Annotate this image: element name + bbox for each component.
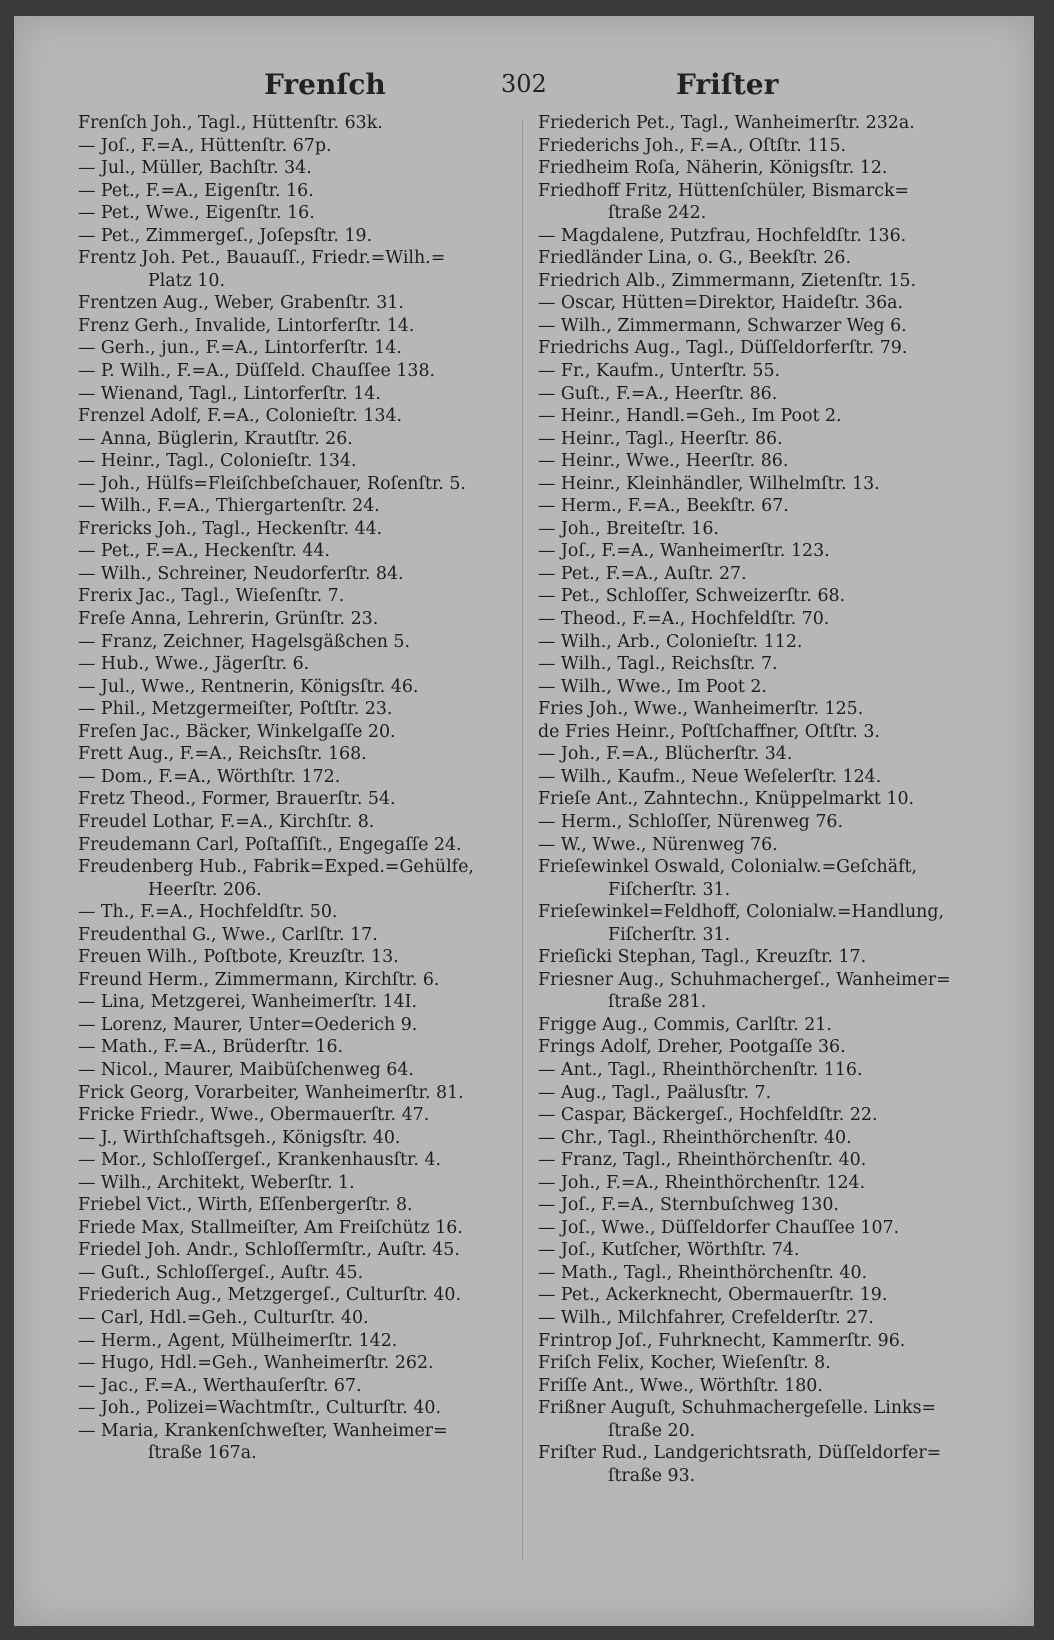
directory-entry: — Joh., F.=A., Rheinthörchenſtr. 124. [538,1172,866,1193]
directory-entry: Friebel Vict., Wirth, Eſſenbergerſtr. 8. [78,1195,413,1216]
directory-entry: — Guſt., Schloſſergeſ., Auſtr. 45. [78,1262,364,1283]
directory-entry: Freſen Jac., Bäcker, Winkelgaſſe 20. [78,721,396,742]
directory-entry: — Nicol., Maurer, Maibüſchenweg 64. [78,1059,414,1080]
directory-entry: Freudenthal G., Wwe., Carlſtr. 17. [78,924,378,945]
directory-entry: — Heinr., Handl.=Geh., Im Poot 2. [538,406,842,427]
directory-entry: Friederich Pet., Tagl., Wanheimerſtr. 232a. [538,113,915,133]
directory-entry: Frigge Aug., Commis, Carlſtr. 21. [538,1014,832,1035]
directory-entry: — Theod., F.=A., Hochfeldſtr. 70. [538,609,830,630]
directory-entry: — Herm., Agent, Mülheimerſtr. 142. [78,1330,398,1351]
directory-entry: — Mor., Schloſſergeſ., Krankenhausſtr. 4. [78,1150,442,1171]
directory-entry: Friederich Aug., Metzgergeſ., Culturſtr. 40. [78,1285,462,1306]
directory-entry: Friedhoff Fritz, Hüttenſchüler, Bismarck= [538,180,910,201]
directory-entry: — Joſ., F.=A., Sternbuſchweg 130. [538,1195,839,1216]
directory-entry: — Th., F.=A., Hochfeldſtr. 50. [78,902,338,923]
directory-entry: Frintrop Joſ., Fuhrknecht, Kammerſtr. 96. [538,1330,906,1351]
directory-entry: — Fr., Kaufm., Unterſtr. 55. [538,361,781,382]
directory-entry: Friederichs Joh., F.=A., Oſtſtr. 115. [538,135,847,156]
directory-entry: — Joſ., F.=A., Wanheimerſtr. 123. [538,541,830,562]
directory-entry: Frieſewinkel Oswald, Colonialw.=Geſchäft, [538,857,918,878]
directory-entry: — Phil., Metzgermeiſter, Poſtſtr. 23. [78,699,393,720]
directory-entry: ſtraße 281. [608,992,707,1013]
directory-entry: Friedländer Lina, o. G., Beekſtr. 26. [538,248,852,269]
directory-entry: Fiſcherſtr. 31. [608,924,731,945]
directory-entry: Friſſe Ant., Wwe., Wörthſtr. 180. [538,1375,823,1396]
directory-page [14,16,1034,1626]
directory-entry: — Pet., F.=A., Auſtr. 27. [538,563,747,584]
directory-entry: — Jul., Wwe., Rentnerin, Königsſtr. 46. [78,676,419,697]
directory-entry: — Herm., F.=A., Beekſtr. 67. [538,496,789,517]
directory-entry: — Carl, Hdl.=Geh., Culturſtr. 40. [78,1307,369,1328]
directory-entry: — Joh., Polizei=Wachtmſtr., Culturſtr. 40. [78,1398,441,1419]
directory-entry: de Fries Heinr., Poſtſchaffner, Oſtſtr. 3. [538,721,880,742]
directory-entry: — Guſt., F.=A., Heerſtr. 86. [538,383,778,404]
directory-entry: Frerix Jac., Tagl., Wieſenſtr. 7. [78,586,345,607]
directory-entry: — Dom., F.=A., Wörthſtr. 172. [78,766,341,787]
directory-entry: — Wilh., Arb., Colonieſtr. 112. [538,631,803,652]
directory-entry: — Heinr., Tagl., Colonieſtr. 134. [78,451,357,472]
directory-entry: — Franz, Zeichner, Hagelsgäßchen 5. [78,631,411,652]
directory-entry: Friedheim Roſa, Näherin, Königsſtr. 12. [538,158,888,179]
directory-entry: — Jul., Müller, Bachſtr. 34. [78,158,312,179]
directory-entry: Frings Adolf, Dreher, Pootgaſſe 36. [538,1037,846,1058]
directory-entry: — Pet., Wwe., Eigenſtr. 16. [78,203,315,224]
directory-entry: Friſter Rud., Landgerichtsrath, Düſſeldorfer= [538,1443,942,1464]
directory-entry: — Oscar, Hütten=Direktor, Haideſtr. 36a. [538,293,904,314]
directory-entry: Fries Joh., Wwe., Wanheimerſtr. 125. [538,699,864,720]
left-column [78,112,508,1465]
directory-entry: — Wilh., Schreiner, Neudorferſtr. 84. [78,563,404,584]
directory-entry: Frentz Joh. Pet., Bauauſſ., Friedr.=Wilh.= [78,248,446,269]
directory-entry: Friesner Aug., Schuhmachergeſ., Wanheimer= [538,969,951,990]
directory-entry: — Herm., Schloſſer, Nürenweg 76. [538,811,843,832]
directory-entry: — Pet., Ackerknecht, Obermauerſtr. 19. [538,1285,888,1306]
directory-entry: Fricke Friedr., Wwe., Obermauerſtr. 47. [78,1105,430,1126]
directory-entry: — Pet., F.=A., Heckenſtr. 44. [78,541,331,562]
header-first-entry: Frenſch [264,68,386,101]
directory-entry: — Maria, Krankenſchweſter, Wanheimer= [78,1420,448,1441]
directory-entry: Friedel Joh. Andr., Schloſſermſtr., Auſtr. 45. [78,1240,460,1261]
directory-entry: — Wilh., Zimmermann, Schwarzer Weg 6. [538,315,907,336]
directory-entry: Frieſewinkel=Feldhoff, Colonialw.=Handlung, [538,902,945,923]
directory-entry: Friedrichs Aug., Tagl., Düſſeldorferſtr. 79. [538,338,908,359]
directory-entry: Friede Max, Stallmeiſter, Am Freiſchütz 16. [78,1217,463,1238]
directory-entry: — Anna, Büglerin, Krautſtr. 26. [78,428,353,449]
directory-entry: — Wilh., Milchfahrer, Crefelderſtr. 27. [538,1307,874,1328]
directory-entry: Fiſcherſtr. 31. [608,879,731,900]
directory-entry: — Ant., Tagl., Rheinthörchenſtr. 116. [538,1059,863,1080]
directory-entry: — Magdalene, Putzfrau, Hochfeldſtr. 136. [538,225,907,246]
directory-entry: — Joh., Hülfs=Fleiſchbeſchauer, Roſenſtr. 5. [78,473,466,494]
directory-entry: Frenzel Adolf, F.=A., Colonieſtr. 134. [78,406,403,427]
directory-entry: Freudel Lothar, F.=A., Kirchſtr. 8. [78,811,375,832]
directory-entry: — W., Wwe., Nürenweg 76. [538,834,778,855]
directory-entry: — J., Wirthſchaftsgeh., Königsſtr. 40. [78,1127,401,1148]
directory-entry: Frißner Auguſt, Schuhmachergeſelle. Links= [538,1398,937,1419]
directory-entry: Freudemann Carl, Poſtaſſiſt., Engegaſſe 24. [78,834,462,855]
directory-entry: Frieſe Ant., Zahntechn., Knüppelmarkt 10. [538,789,915,810]
directory-entry: Heerſtr. 206. [148,879,262,900]
directory-entry: — P. Wilh., F.=A., Düſſeld. Chauſſee 138. [78,361,436,382]
directory-entry: — Math., Tagl., Rheinthörchenſtr. 40. [538,1262,868,1283]
directory-entry: ſtraße 167a. [148,1443,257,1464]
directory-entry: Friedrich Alb., Zimmermann, Zietenſtr. 15. [538,270,917,291]
header-last-entry: Friſter [676,68,779,101]
directory-entry: — Joſ., Wwe., Düſſeldorfer Chauſſee 107. [538,1217,900,1238]
directory-entry: — Joh., Breiteſtr. 16. [538,518,719,539]
directory-entry: — Wilh., Wwe., Im Poot 2. [538,676,767,697]
directory-entry: — Joh., F.=A., Blücherſtr. 34. [538,744,793,765]
right-column [538,112,988,1487]
directory-entry: ſtraße 93. [608,1465,696,1486]
directory-entry: Frett Aug., F.=A., Reichsſtr. 168. [78,744,367,765]
directory-entry: — Pet., Schloſſer, Schweizerſtr. 68. [538,586,846,607]
directory-entry: — Gerh., jun., F.=A., Lintorferſtr. 14. [78,338,402,359]
directory-entry: Frick Georg, Vorarbeiter, Wanheimerſtr. 81. [78,1082,464,1103]
directory-entry: — Jac., F.=A., Werthauſerſtr. 67. [78,1375,362,1396]
directory-entry: — Aug., Tagl., Paälusſtr. 7. [538,1082,772,1103]
directory-entry: Freſe Anna, Lehrerin, Grünſtr. 23. [78,609,379,630]
directory-entry: Frenz Gerh., Invalide, Lintorferſtr. 14. [78,315,415,336]
directory-entry: — Pet., Zimmergeſ., Joſepsſtr. 19. [78,225,373,246]
directory-entry: Freund Herm., Zimmermann, Kirchſtr. 6. [78,969,440,990]
directory-entry: — Heinr., Kleinhändler, Wilhelmſtr. 13. [538,473,880,494]
page-header [14,62,1034,102]
directory-entry: — Wilh., Kaufm., Neue Weſelerſtr. 124. [538,766,882,787]
directory-entry: Frieſicki Stephan, Tagl., Kreuzſtr. 17. [538,947,867,968]
directory-entry: — Hub., Wwe., Jägerſtr. 6. [78,654,310,675]
directory-entry: — Math., F.=A., Brüderſtr. 16. [78,1037,344,1058]
directory-entry: — Lina, Metzgerei, Wanheimerſtr. 14I. [78,992,418,1013]
directory-entry: Freudenberg Hub., Fabrik=Exped.=Gehülfe, [78,857,474,878]
directory-entry: Friſch Felix, Kocher, Wieſenſtr. 8. [538,1353,831,1374]
directory-entry: — Joſ., F.=A., Hüttenſtr. 67p. [78,135,332,156]
column-divider [522,120,523,1560]
directory-entry: — Caspar, Bäckergeſ., Hochfeldſtr. 22. [538,1105,878,1126]
directory-entry: — Wilh., F.=A., Thiergartenſtr. 24. [78,496,380,517]
directory-entry: Frericks Joh., Tagl., Heckenſtr. 44. [78,518,383,539]
directory-entry: — Wienand, Tagl., Lintorferſtr. 14. [78,383,381,404]
directory-entry: — Wilh., Tagl., Reichsſtr. 7. [538,654,778,675]
directory-entry: — Pet., F.=A., Eigenſtr. 16. [78,180,314,201]
directory-entry: — Hugo, Hdl.=Geh., Wanheimerſtr. 262. [78,1353,434,1374]
directory-entry: — Lorenz, Maurer, Unter=Oederich 9. [78,1014,418,1035]
directory-entry: — Heinr., Tagl., Heerſtr. 86. [538,428,783,449]
directory-entry: Frentzen Aug., Weber, Grabenſtr. 31. [78,293,404,314]
directory-entry: — Franz, Tagl., Rheinthörchenſtr. 40. [538,1150,867,1171]
directory-entry: — Joſ., Kutſcher, Wörthſtr. 74. [538,1240,800,1261]
directory-entry: ſtraße 20. [608,1420,696,1441]
directory-entry: — Wilh., Architekt, Weberſtr. 1. [78,1172,355,1193]
directory-entry: Fretz Theod., Former, Brauerſtr. 54. [78,789,396,810]
directory-entry: Frenſch Joh., Tagl., Hüttenſtr. 63k. [78,113,383,133]
page-number: 302 [501,70,547,98]
directory-entry: — Heinr., Wwe., Heerſtr. 86. [538,451,789,472]
directory-entry: — Chr., Tagl., Rheinthörchenſtr. 40. [538,1127,852,1148]
directory-entry: ſtraße 242. [608,203,707,224]
directory-entry: Platz 10. [148,270,225,291]
directory-entry: Freuen Wilh., Poſtbote, Kreuzſtr. 13. [78,947,399,968]
